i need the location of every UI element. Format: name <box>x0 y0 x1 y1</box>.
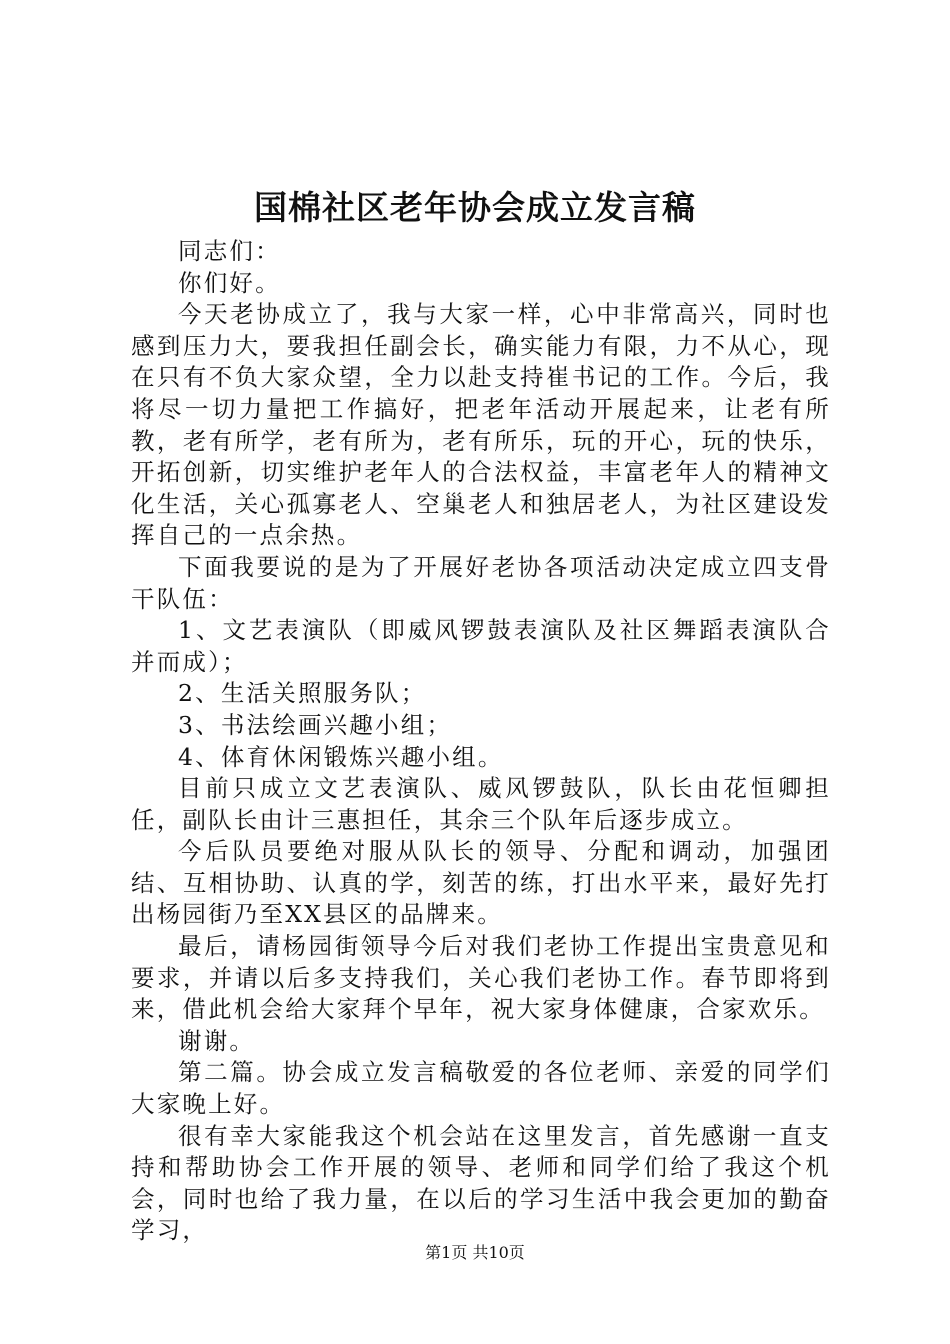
paragraph-intro: 今天老协成立了，我与大家一样，心中非常高兴，同时也感到压力大，要我担任副会长，确实能力有限，力不从心，现在只有不负大家众望，全力以赴支持崔书记的工作。今后，我将尽一切力量把工作搞好，把老年活动开展起来，让老有所教，老有所学，老有所为，老有所乐，玩的开心，玩的快乐，开拓创新，切实维护老年人的合法权益，丰富老年人的精神文化生活，关心孤寡老人、空巢老人和独居老人，为社区建设发挥自己的一点余热。 <box>131 300 831 550</box>
list-item-team-1: 1、文艺表演队（即威风锣鼓表演队及社区舞蹈表演队合并而成）； <box>131 616 831 676</box>
document-body <box>131 236 831 1247</box>
paragraph-closing: 最后，请杨园街领导今后对我们老协工作提出宝贵意见和要求，并请以后多支持我们，关心我们老协工作。春节即将到来，借此机会给大家拜个早年，祝大家身体健康，合家欢乐。 <box>131 932 831 1024</box>
document-title: 国棉社区老年协会成立发言稿 <box>254 188 696 227</box>
page-number: 第1页 共10页 <box>425 1243 525 1262</box>
list-item-team-2: 2、生活关照服务队； <box>178 679 427 708</box>
paragraph-greeting: 同志们： <box>178 237 281 265</box>
list-item-team-3: 3、书法绘画兴趣小组； <box>178 710 453 739</box>
paragraph-current-status: 目前只成立文艺表演队、威风锣鼓队，队长由花恒卿担任，副队长由计三惠担任，其余三个队年后逐步成立。 <box>131 774 831 834</box>
paragraph-teams-intro: 下面我要说的是为了开展好老协各项活动决定成立四支骨干队伍： <box>131 552 831 613</box>
paragraph-second-speech: 第二篇。协会成立发言稿敬爱的各位老师、亲爱的同学们大家晚上好。 <box>131 1058 831 1119</box>
paragraph-second-body: 很有幸大家能我这个机会站在这里发言，首先感谢一直支持和帮助协会工作开展的领导、老师和同学们给了我这个机会，同时也给了我力量，在以后的学习生活中我会更加的勤奋学习， <box>131 1121 831 1245</box>
paragraph-hello: 你们好。 <box>178 268 281 297</box>
list-item-team-4: 4、体育休闲锻炼兴趣小组。 <box>178 742 504 771</box>
paragraph-members: 今后队员要绝对服从队长的领导、分配和调动，加强团结、互相协助、认真的学，刻苦的练，打出水平来，最好先打出杨园街乃至XX县区的品牌来。 <box>131 837 831 929</box>
paragraph-thanks: 谢谢。 <box>178 1026 256 1055</box>
